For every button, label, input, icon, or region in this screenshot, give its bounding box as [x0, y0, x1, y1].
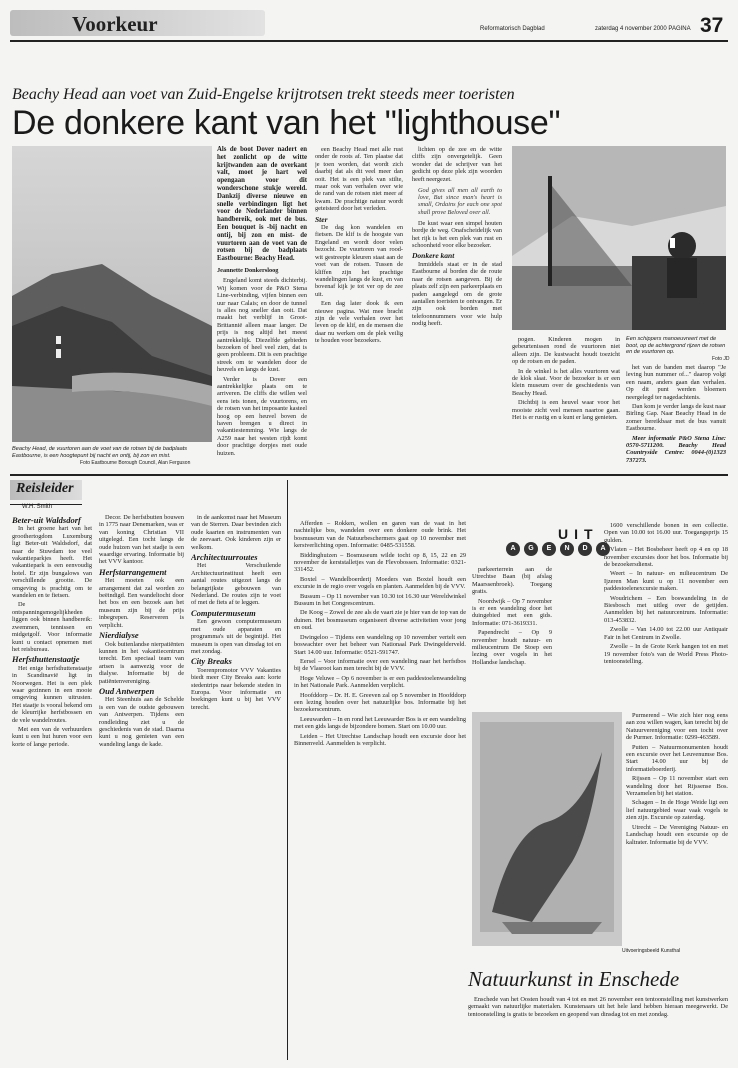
bird-sculpture-photo [472, 712, 622, 946]
paragraph: In het groene hart van het groothertogdom Luxemburg ligt Beter-uit Waldsdorf, dat naar de Stuwdam toe veel vakantieparkjes heeft. Het vakantiepark is een eenvoudig hotel. Er zijn bungalows van verschillende grootte. De omgeving is prachtig om te wandelen en te fietsen. [12, 525, 92, 600]
paragraph: Verder is Dover een aantrekkelijke plaats om te arriveren. De cliffs die willen wel eens iets tonen, de vuurtorens, en de rotsen van het imposante kasteel hoog op een heuvel boven de haven brengen u direct in vakantiestemming. Wie langs de A259 naar het westen rijdt komt door prachtige dorpjes met oude huizen. [217, 375, 307, 457]
agenda-item: Bussum – Op 11 november van 10.30 tot 16.30 uur Wereldwinkel Bussum in het Congrescentrum. [294, 592, 466, 608]
agenda-item: Afferden – Rokken, wollen en garen van de vaat in het nachtelijke bos, wandelen over een donkere oude brink. Het bosmuseum van de Natuurbeschermers gaat op 10 november met kerstverlichting open. Informatie: 0485-531558. [294, 520, 466, 550]
subhead: Nierdialyse [99, 630, 139, 641]
agenda-item: Leiden – Het Utrechtse Landschap houdt een excursie door het Binnenveld. Aanmelden is verplicht. [294, 732, 466, 747]
uit-title: UIT [558, 526, 599, 542]
paragraph: De kust waar een simpel houten bordje de weg. Onafscheidelijk van het rijk is het een plek van rust en schoonheid voor elke bezoeker. [412, 219, 502, 250]
agenda-item: Weert – In natuur- en milieucentrum De Ijzeren Man kunt u op 11 november een paddestoelenexcursie maken. [604, 570, 728, 593]
section-tab [10, 10, 265, 36]
paragraph: Toerenpromotor VVV Vakanties biedt meer City Breaks aan: korte stedentrips naar bekende steden in Europa. Voor informatie en boekingen kunt u bij het VVV terecht. [191, 666, 281, 711]
article-lead: Als de boot Dover nadert en het zonlicht op de witte krijtwanden aan de overkant valt, moet je hart wel opengaan voor dit wonderschone stukje wereld. Dankzij diverse nieuwe en snelle verbindingen ligt het voor de Nederlander binnen handbereik, ook met de bus. Een bouquet is -bij nacht en ontij, bij zon en mist- de vuurtoren aan de voet van de rotsen bij de badplaats Eastbourne: Beachy Head. [217, 146, 307, 263]
agenda-letters [506, 542, 610, 556]
agenda-item: Putten – Natuurmonumenten houdt een excursie over het Leuvenumse Bos. Start 14.00 uur bij de informatieboerderij. [626, 743, 728, 773]
agenda-item: Noordwijk – Op 7 november is er een wandeling door het duingebied met een gids. Informatie: 071-3619331. [472, 597, 552, 627]
masthead [10, 8, 728, 42]
paragraph: Meer informatie P&O Stena Line: 0570-5711200. Beachy Head Countryside Centre: 0044-(0)1323 737273. [626, 434, 726, 464]
subhead: Computermuseum [191, 607, 256, 618]
paragraph: Het moeten ook een arrangement dat zal worden zo beëindigd. Een wandeltocht door het bos en een bezoek aan het museum zijn bij de prijs inbegrepen. Reserveren is verplicht. [99, 577, 184, 629]
paragraph: een Beachy Head met alle rust onder de roots af. Ten plaatse dat je toen worden, dat wordt zich daarbij dat als dit veel meer dan ooit. Het is een plek van stilte, maar ook van verhalen over wie de rand van de rotsen niet meer af kwam. De prachtige natuur wordt geteisterd door het verleden. [315, 146, 403, 213]
paragraph: Het enige herfsthuttenstaatje in Scandinavië ligt in Noorwegen. Het is een plek waar gezinnen in een mooie omgeving kunnen uitrusten. Het staatje is vooral bekend om de kleurrijke herfstbossen en de vele wandelroutes. [12, 664, 92, 724]
subhead: Herfstarrangement [99, 566, 167, 577]
agenda-item: 1600 verschillende bonen in een collectie. Open van 10.00 tot 16.00 uur. Toegangsprijs 15 gulden. [604, 522, 728, 544]
issue-date: zaterdag 4 november 2000 PAGINA [595, 26, 691, 32]
article-col-1 [217, 146, 307, 468]
article-col-4 [512, 336, 620, 468]
paragraph: Het Steenhuis aan de Schelde is een van de oudste gebouwen van Antwerpen. Tijdens een rondleiding ziet u de geschiedenis van de stad. Daarna kunt u nog genieten van een wandeling langs de kade. [99, 696, 184, 748]
left-photo-credit: Foto Eastbourne Borough Council, Alan Ferguson [80, 460, 191, 466]
subhead: Herfsthuttenstaatje [12, 654, 80, 665]
poem: God gives all men all earth to love, But since man's heart is small, Ordains for each one spot shall prove Beloved over all. [418, 187, 502, 216]
paragraph: het van de banden met daarop "Je leving hun nummer of..." daarop volgt een naam, anders gaan dan verhalen. Op dit punt werden bloemen neergelegd ter nagedachtenis. [626, 364, 726, 401]
agenda-letter: E [542, 542, 556, 556]
natuurkunst-text [468, 996, 728, 1058]
uit-col-right [626, 712, 728, 946]
subhead: Donkere kant [412, 251, 455, 261]
article-kicker: Beachy Head aan voet van Zuid-Engelse krijtrotsen trekt steeds meer toeristen [12, 86, 515, 103]
paragraph: Engeland komt steeds dichterbij. Wij komen voor de P&O Stena Line-verbinding, vijfen binnen een uur naar Calais; en door de tunnel is alles nog sneller dan ooit. Dat maakt het verblijf in Groot-Brittannië alleen maar langer. De prijs is nog altijd het meest aantrekkelijk. Diezelfde gebieden bezoeken of heel veel zien, dat is geen probleem. Dit is een prachtige streek om te wandelen door de heuvels en langs de kust. [217, 277, 307, 374]
agenda-item: Rijssen – Op 11 november start een wandeling door het Rijssense Bos. Verzamelen bij het station. [626, 775, 728, 798]
cliff-photo [12, 146, 212, 442]
uit-col-1 [294, 520, 466, 1058]
article-headline: De donkere kant van het "lighthouse" [12, 104, 561, 142]
uit-col-2 [472, 566, 552, 706]
paragraph: Decor. De herfstbutten bouwen in 1775 naar Denemarken, was er van koning Christian VII uitgelegd. Een tocht langs de oude huizen van het stadje is een waardige ervaring. Informatie bij het VVV kantoor. [99, 514, 184, 566]
left-photo-caption: Beachy Head, de vuurtoren aan de voet van de rotsen bij de badplaats Eastbourne, is een hoogtepunt bij nacht en ontij, bij zon en mist. [12, 446, 188, 459]
agenda-item: Biddinghuizen – Bosmuseum wilde tocht op 8, 15, 22 en 29 november de kerststalletjes van de Flevobossen. Informatie: 0321-331452. [294, 551, 466, 574]
paragraph: pogen. Kinderen mogen in gebeurtenissen rond de vuurtoren niet alleen zijn. De kustwacht houdt toezicht op de rotsen en de paden. [512, 336, 620, 366]
boat-photo [512, 146, 726, 330]
subhead: Oud Antwerpen [99, 685, 155, 696]
reisleider-author: W.H. Smith [22, 504, 53, 510]
agenda-item: Dwingeloo – Tijdens een wandeling op 10 november vertelt een boswachter over het beheer van Nationaal Park Dwingelderveld. Start 14.00 uur. Informatie: 0521-591747. [294, 633, 466, 656]
subhead: Ster [315, 214, 328, 224]
agenda-letter: G [524, 542, 538, 556]
agenda-letter: A [596, 542, 610, 556]
article-col-5 [626, 364, 726, 468]
natuurkunst-title: Natuurkunst in Enschede [468, 967, 680, 991]
agenda-item: Utrecht – De Vereniging Natuur- en Landschap houdt een excursie op de kaltrater. Informatie bij de VVV. [626, 823, 728, 846]
agenda-item: Papendrecht – Op 9 november houdt natuur- en milieucentrum De Stoep een lezing over vogels in het Hollandse landschap. [472, 629, 552, 666]
paragraph: De dag kon wandelen en fietsen. De klif is de hoogste van Engeland en wordt door velen bezocht. De vuurtoren van rood-wit gestreepte kleuren staat aan de voet van de rotsen. Tussen de kliffen zijn het prachtige wandelingen langs de kust, en van bovenaf kijk je tot ver op de zee uit. [315, 224, 403, 298]
paragraph: Met een van de verhuurders kunt u een hut huren voor een korte of lange periode. [12, 725, 92, 748]
paragraph: Een dag later dook ik een nieuwe pagina. Wat mee bracht zijn de vele verhalen over het leven op de klif, en de mensen die daar nu werken om de plek veilig te houden voor bezoekers. [315, 300, 403, 345]
section-divider [10, 474, 728, 476]
right-photo-caption: Een schippers manoeuvreert met de boot, op de achtergrond rijzen de rotsen en de vuurtoren op. [626, 336, 726, 356]
subhead: Beter-uit Waldsdorf [12, 515, 81, 525]
section-title: Voorkeur [72, 12, 158, 36]
paragraph: Een gewoon computermuseum met oude apparaten en programma's uit de begintijd. Het museum is open van dinsdag tot en met zondag. [191, 618, 281, 655]
paragraph: in de aankomst naar het Museum van de Sterren. Daar bevinden zich oude kaarten en instrumenten van de zeevaart. Ook kinderen zijn er welkom. [191, 514, 281, 551]
agenda-item: Eersel – Voor informatie over een wandeling naar het herfstbos bij de Vlasroot kan men terecht bij de VVV. [294, 657, 466, 673]
subhead: Architectuurroutes [191, 552, 258, 563]
article-col-2 [315, 146, 403, 468]
column-divider [287, 480, 288, 1060]
paragraph: Enschede van het Oosten houdt van 4 tot en met 26 november een tentoonstelling met kunstwerken gemaakt van natuurlijke materialen. Kunstenaars uit het hele land hebben hieraan meegewerkt. De tentoonstelling is gratis te bezoeken en geopend van dinsdag tot en met zondag. [468, 996, 728, 1018]
reisleider-col-1 [12, 514, 92, 1054]
subhead: City Breaks [191, 656, 232, 667]
article-byline: Jeannette Donkersloog [217, 266, 279, 274]
agenda-letter: A [506, 542, 520, 556]
agenda-item: Purmerend – Wie zich hier nog eens aan zou willen wagen, kan terecht bij de Natuurvereniging voor een tocht over de Purmer. Informatie: 0299-463589. [626, 712, 728, 742]
reisleider-title: Reisleider [16, 481, 74, 496]
reisleider-col-2 [99, 514, 184, 1054]
paragraph: Het Verschuilende Architectuurinstituut heeft een aantal routes uitgezet langs de belangrijkste gebouwen van Nederland. De routes zijn te voet of met de fiets af te leggen. [191, 562, 281, 607]
paragraph: Dan kom je verder langs de kust naar Birling Gap. Naar Beachy Head in de zomer bereikbaar met de bus vanuit Eastbourne. [626, 403, 726, 433]
page-number: 37 [700, 14, 724, 37]
article-col-3 [412, 146, 502, 468]
agenda-item: Zwolle – Van 14.00 tot 22.00 uur Antiquair Fair in het Centrum in Zwolle. [604, 626, 728, 641]
agenda-item: Leeuwarden – In en rond het Leeuwarder Bos is er een wandeling met een gids langs de bijzondere bomen. Start om 10.00 uur. [294, 715, 466, 731]
agenda-item: Boxtel – Wandelboerderij Moeders van Boxtel houdt een excursie in de regio over vogels en planten. Aanmelden bij de VVV. [294, 575, 466, 591]
right-photo-credit: Foto JD [712, 356, 730, 362]
paper-name: Reformatorisch Dagblad [480, 26, 545, 32]
agenda-item: parkeerterrein aan de Utrechtse Baan (bij afslag Maarssenbroek). Toegang gratis. [472, 566, 552, 596]
bird-photo-credit: Uitvoeringsbeeld Kunsthal [622, 948, 681, 954]
paragraph: Dichtbij is een heuvel waar voor het mooiste zicht veel mensen naartoe gaan. Het is er rustig en u kunt er lang genieten. [512, 399, 620, 422]
paragraph: Ook buitenlandse nierpatiënten kunnen in het vakantiecentrum terecht. Een speciaal team van artsen is aanwezig voor de dialyse. Informatie bij de patiëntenvereniging. [99, 640, 184, 685]
paragraph: lichten op de zee en de witte cliffs zijn onvergetelijk. Geen wonder dat de schrijver van het gedicht op deze plek zijn woorden heeft neergezet. [412, 146, 502, 183]
agenda-item: Hoge Veluwe – Op 6 november is er een paddestoelenwandeling in het Nationale Park. Aanmelden verplicht. [294, 674, 466, 690]
reisleider-logo [10, 480, 82, 505]
agenda-item: Woudrichem – Een boswandeling in de Biesbosch met uitleg over de getijden. Aanmelden bij het natuurcentrum. Informatie: 013-453832. [604, 594, 728, 624]
agenda-letter: D [578, 542, 592, 556]
uit-col-3 [604, 522, 728, 712]
agenda-item: Vlaten – Het Bosbeheer heeft op 4 en op 18 november excursies door het bos. Informatie bij de bezoekersdienst. [604, 546, 728, 569]
agenda-item: Zwolle – In de Grote Kerk hangen tot en met 19 november foto's van de World Press Photo-tentoonstelling. [604, 643, 728, 665]
paragraph: Inmiddels staat er in de stad Eastbourne al borden die de route naar de rotsen aangeven. Bij de plaats zelf zijn een parkeerplaats en paden aangelegd om de grote aantallen toeristen te ontvangen. Er zijn ook borden met telefoonnummers voor wie hulp nodig heeft. [412, 260, 502, 328]
agenda-item: De Koog – Zowel de zee als de vaart zie je hier van de top van de duinen. Het bosmuseum organiseert diverse activiteiten voor jong en oud. [294, 609, 466, 632]
reisleider-col-3 [191, 514, 281, 1054]
paragraph: In de winkel is het alles vuurtoren wat de klok slaat. Voor de bezoeker is er een klein museum over de geschiedenis van Beachy Head. [512, 367, 620, 397]
agenda-item: Schagen – In de Hoge Weide ligt een lief natuurgebied waar vaak vogels te zien zijn. Excursie op zaterdag. [626, 799, 728, 822]
paragraph: De ontspanningsmogelijkheden liggen ook binnen handbereik: zwemmen, tennissen en midgetgolf. Voor informatie kunt u contact opnemen met het reisbureau. [12, 601, 92, 653]
agenda-letter: N [560, 542, 574, 556]
agenda-item: Hoofddorp – Dr. H. E. Greeven zal op 5 november in Hoofddorp een lezing houden over het natuurlijke bos. Informatie bij het bezoekerscentrum. [294, 691, 466, 714]
